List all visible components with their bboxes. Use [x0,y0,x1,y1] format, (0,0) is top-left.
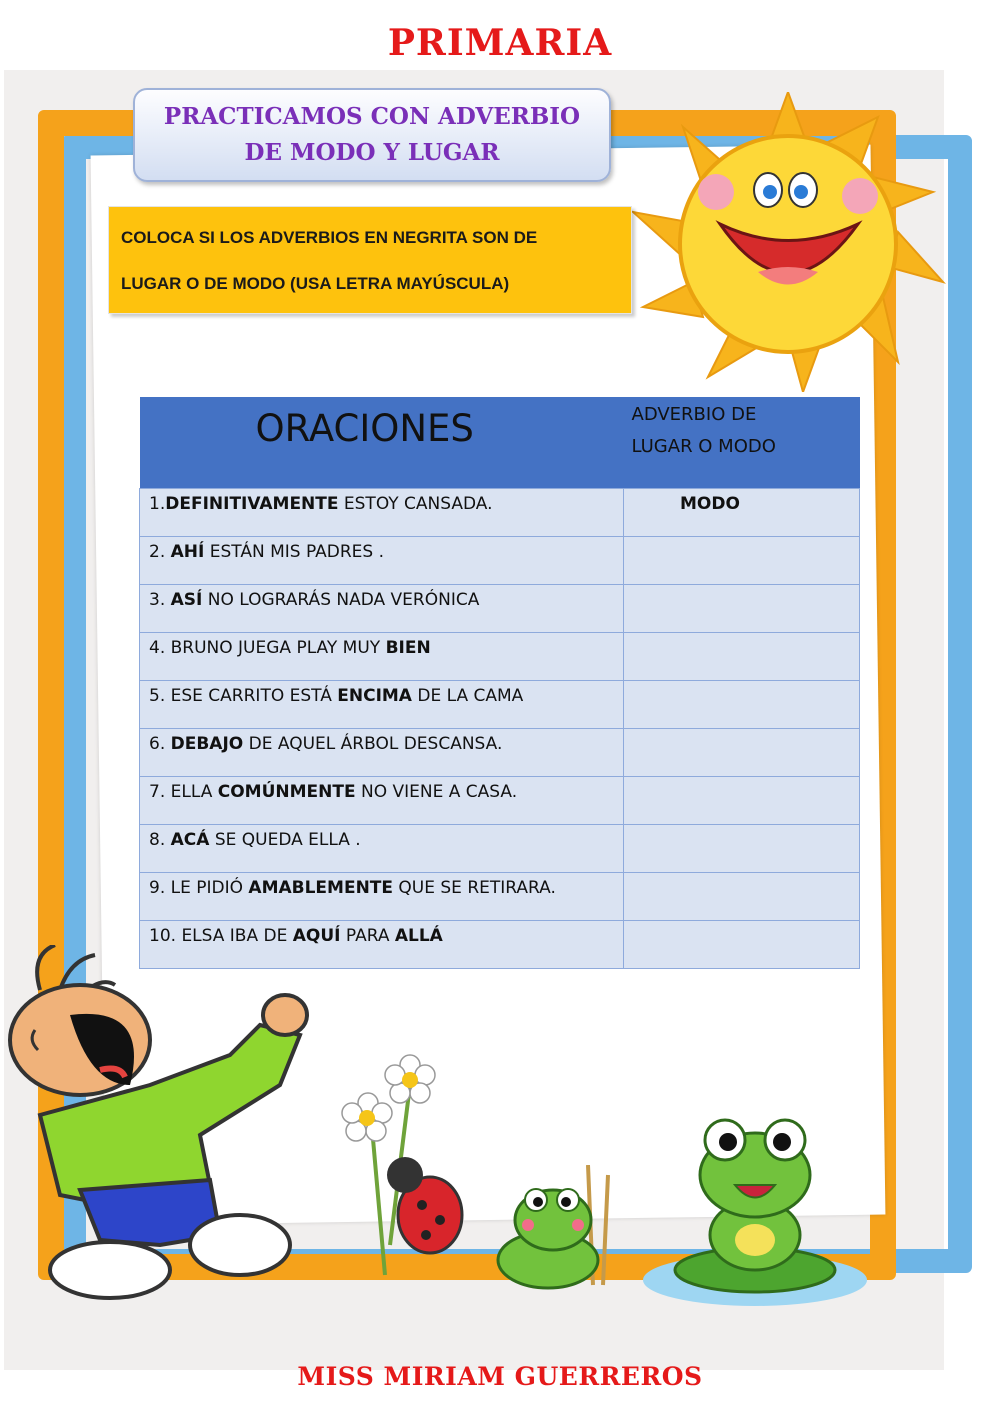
sentence-text: 8. [149,830,171,850]
sentence-text: ESTÁN MIS PADRES . [204,542,385,562]
instruction-box [108,206,632,314]
adverb-bold-text: DEBAJO [170,734,244,754]
heading-box [133,88,611,182]
sentence-text: NO VIENE A CASA. [355,782,518,802]
sentence-text: NO LOGRARÁS NADA VERÓNICA [202,590,480,610]
big-frog-illustration [640,1110,870,1310]
boy-shoe-right [190,1215,290,1275]
answer-input-cell[interactable] [624,825,860,873]
sentence-cell [140,825,624,873]
answer-input-cell[interactable] [624,729,860,777]
boy-shoe-left [50,1242,170,1298]
boy-hand [263,995,307,1035]
author-signature: MISS MIRIAM GUERREROS [297,1362,703,1391]
table-row [140,633,860,681]
sentence-text: PARA [340,926,395,946]
answer-input-cell[interactable] [624,873,860,921]
adverbio-header-line-1: ADVERBIO DE [631,404,757,425]
sentence-text: DE AQUEL ÁRBOL DESCANSA. [243,734,503,754]
adverb-bold-text: AQUÍ [292,926,341,946]
adverb-bold-text: ASÍ [170,590,203,610]
sentence-text: QUE SE RETIRARA. [393,878,556,898]
sentence-cell [140,681,624,729]
sentence-text: 6. [149,734,171,754]
sentence-cell [140,777,624,825]
sun-cheek-right [842,178,878,214]
instruction-line-2: LUGAR O DE MODO (USA LETRA MAYÚSCULA) [121,274,510,293]
answer-input-cell[interactable] [624,585,860,633]
adverbio-header [624,397,860,489]
answer-input-cell[interactable] [624,537,860,585]
sentence-text: 4. BRUNO JUEGA PLAY MUY [149,638,386,658]
sentence-text: ESTOY CANSADA. [338,494,493,514]
table-header-row [140,397,860,489]
flowers-ladybug-illustration [330,1045,470,1285]
adverb-bold-text: AHÍ [170,542,205,562]
adverb-bold-text: BIEN [385,638,431,658]
adverb-bold-text: DEFINITIVAMENTE [165,494,339,514]
answer-input-cell[interactable] [624,681,860,729]
answer-input-cell[interactable] [624,633,860,681]
sentence-text: 9. LE PIDIÓ [149,878,249,898]
sentence-cell [140,633,624,681]
sentence-text: SE QUEDA ELLA . [209,830,361,850]
adverb-bold-text: AMABLEMENTE [248,878,394,898]
sentence-text: DE LA CAMA [411,686,524,706]
sentence-text: 7. ELLA [149,782,218,802]
heading-text: PRACTICAMOS CON ADVERBIO DE MODO Y LUGAR [163,103,581,166]
table-row [140,489,860,537]
table-row [140,873,860,921]
adverbs-table [139,397,860,969]
answer-input-cell[interactable] [624,921,860,969]
sentence-text: 2. [149,542,171,562]
sentence-cell [140,585,624,633]
answer-input-cell[interactable]: MODO [624,489,860,537]
sentence-cell [140,537,624,585]
adverb-bold-text: ACÁ [170,830,210,850]
table-row [140,777,860,825]
sentence-cell [140,489,624,537]
table-row [140,585,860,633]
sentence-text: 10. ELSA IBA DE [149,926,293,946]
instruction-line-1: COLOCA SI LOS ADVERBIOS EN NEGRITA SON DE [121,228,538,247]
small-frog-illustration [488,1165,638,1295]
adverb-bold-text: ENCIMA [337,686,412,706]
sun-cheek-left [698,174,734,210]
table-row [140,681,860,729]
table-row [140,537,860,585]
adverb-bold-text: COMÚNMENTE [217,782,356,802]
table-row [140,729,860,777]
oraciones-header: ORACIONES [140,397,624,489]
sentence-cell [140,873,624,921]
boy-illustration [0,945,340,1315]
adverbio-header-line-2: LUGAR O MODO [631,436,776,457]
sun-illustration [628,92,948,392]
sentence-text: 5. ESE CARRITO ESTÁ [149,686,338,706]
adverb-bold-text: ALLÁ [394,926,443,946]
answer-input-cell[interactable] [624,777,860,825]
sentence-cell [140,729,624,777]
sentence-text: 3. [149,590,171,610]
table-row [140,825,860,873]
page-title: PRIMARIA [387,22,613,64]
sentence-text: 1. [149,494,166,514]
